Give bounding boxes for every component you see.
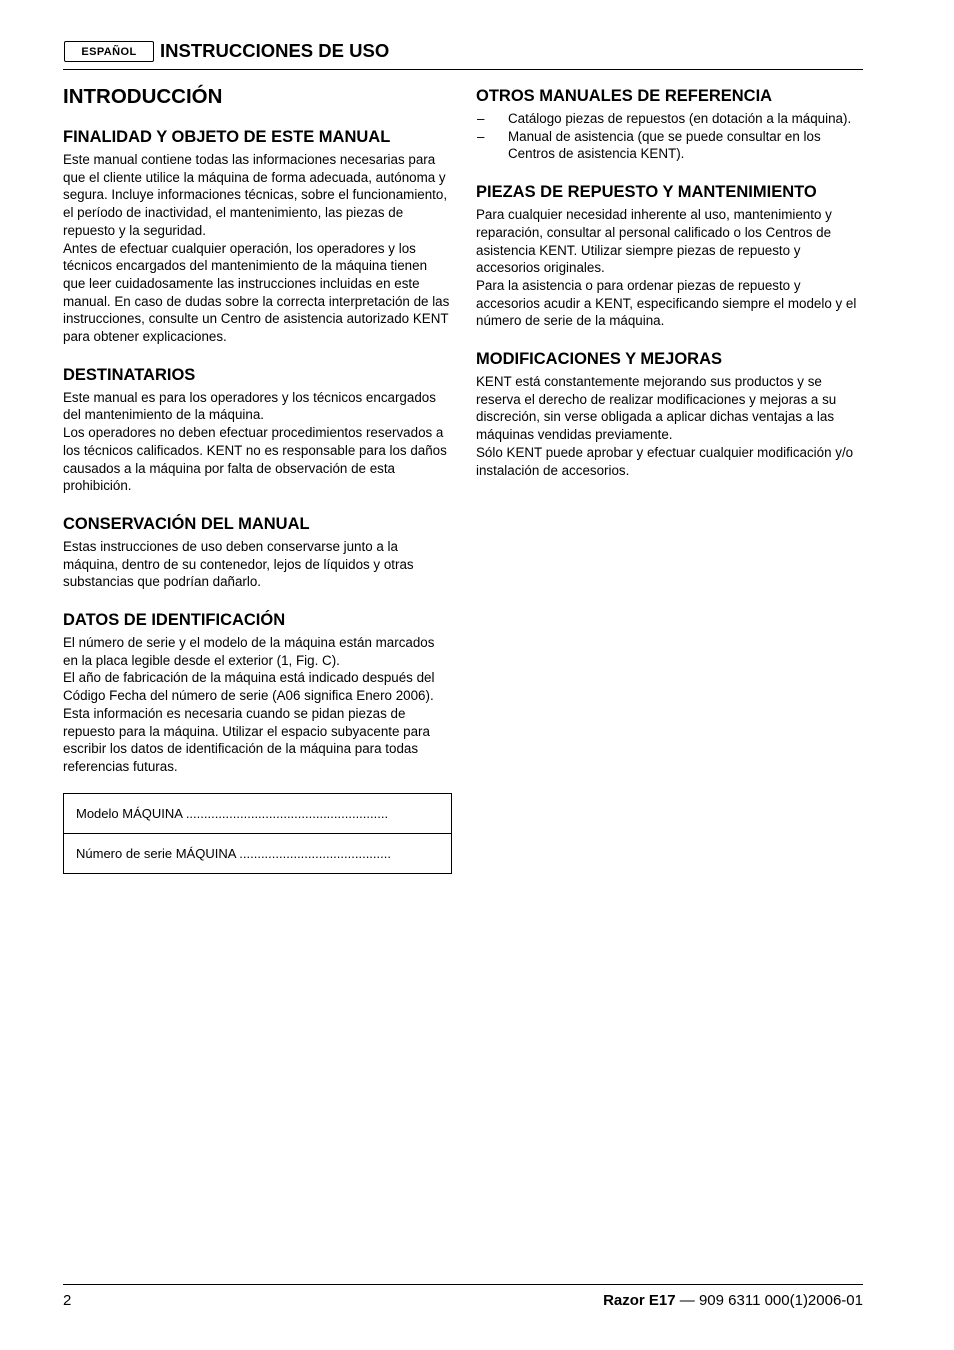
section-datos [63, 610, 451, 874]
list-item-text: Catálogo piezas de repuestos (en dotación a la máquina). [508, 111, 852, 126]
section-heading: DATOS DE IDENTIFICACIÓN [63, 611, 286, 630]
page-number: 2 [63, 1292, 72, 1309]
section-heading: MODIFICACIONES Y MEJORAS [476, 350, 723, 369]
paragraph: Estas instrucciones de uso deben conservarse junto a la máquina, dentro de su contenedor, lejos de líquidos y otras substancias que podrían dañarlo. [63, 538, 414, 590]
reference-list [476, 110, 864, 163]
list-item [476, 110, 864, 128]
language-badge: ESPAÑOL [64, 41, 154, 62]
page-footer [63, 1284, 863, 1315]
paragraph: Para cualquier necesidad inherente al uso, mantenimiento y reparación, consultar al personal calificado o los Centros de asistencia KENT. Utilizar siempre piezas de repuesto y accesorios originales. [476, 207, 832, 276]
paragraph: Los operadores no deben efectuar procedimientos reservados a los técnicos calificados. KENT no es responsable para los daños causados a la máquina por falta de observación de esta prohibición. [63, 425, 447, 494]
list-item-text: Manual de asistencia (que se puede consultar en los Centros de asistencia KENT). [508, 128, 821, 162]
section-heading: CONSERVACIÓN DEL MANUAL [63, 514, 310, 533]
paragraph: Este manual contiene todas las informaciones necesarias para que el cliente utilice la máquina de forma adecuada, autónoma y segura. Incluye informaciones técnicas, sobre el funcionamiento, el período de inactividad, el mantenimiento, las piezas de repuesto y la seguridad. [63, 152, 448, 238]
page-header [63, 40, 863, 70]
doc-code-text: — 909 6311 000(1)2006-01 [675, 1292, 863, 1309]
paragraph: El año de fabricación de la máquina está indicado después del Código Fecha del número de serie (A06 significa Enero 2006). [63, 670, 435, 704]
paragraph: Esta información es necesaria cuando se pidan piezas de repuesto para la máquina. Utilizar el espacio subyacente para escribir los datos de identificación de la máquina para todas referencias futuras. [63, 705, 430, 774]
list-item [476, 128, 864, 163]
dash-bullet: – [477, 111, 485, 126]
section-heading: DESTINATARIOS [63, 365, 196, 384]
document-code [603, 1292, 863, 1309]
header-title: INSTRUCCIONES DE USO [160, 40, 390, 61]
section-modificaciones [476, 349, 864, 479]
paragraph: KENT está constantemente mejorando sus productos y se reserva el derecho de realizar modificaciones y mejoras a su discreción, sin verse obligada a aplicar dichas ventajas a las máquinas vendidas previamente. [476, 374, 837, 443]
section-heading: FINALIDAD Y OBJETO DE ESTE MANUAL [63, 128, 391, 146]
paragraph: Este manual es para los operadores y los técnicos encargados del mantenimiento de la máquina. [63, 389, 436, 423]
model-name: Razor E17 [603, 1292, 676, 1309]
section-otros-manuales [476, 86, 864, 163]
section-finalidad [63, 127, 451, 346]
paragraph: Para la asistencia o para ordenar piezas de repuesto y accesorios acudir a KENT, especificando siempre el modelo y el número de serie de la máquina. [476, 277, 857, 329]
paragraph: Sólo KENT puede aprobar y efectuar cualquier modificación y/o instalación de accesorios. [476, 444, 854, 478]
dash-bullet: – [477, 128, 485, 144]
section-heading: OTROS MANUALES DE REFERENCIA [476, 87, 773, 105]
identification-box [63, 793, 452, 874]
section-conservacion [63, 514, 451, 591]
section-piezas [476, 182, 864, 330]
page-title: INTRODUCCIÓN [63, 85, 223, 108]
section-heading: PIEZAS DE REPUESTO Y MANTENIMIENTO [476, 183, 817, 202]
right-column [476, 84, 864, 498]
model-field: Modelo MÁQUINA ........................................................ [76, 805, 389, 821]
serial-field: Número de serie MÁQUINA .......................................... [64, 833, 451, 873]
left-column [63, 84, 451, 893]
paragraph: El número de serie y el modelo de la máquina están marcados en la placa legible desde el exterior (1, Fig. C). [63, 635, 435, 668]
paragraph: Antes de efectuar cualquier operación, los operadores y los técnicos encargados del mantenimiento de la máquina tienen que leer cuidadosamente las instrucciones incluidas en este manual. En caso de dudas sobre la correcta interpretación de las instrucciones, consulte un Centro de asistencia autorizado KENT para obtener explicaciones. [63, 240, 450, 345]
section-destinatarios [63, 365, 451, 495]
